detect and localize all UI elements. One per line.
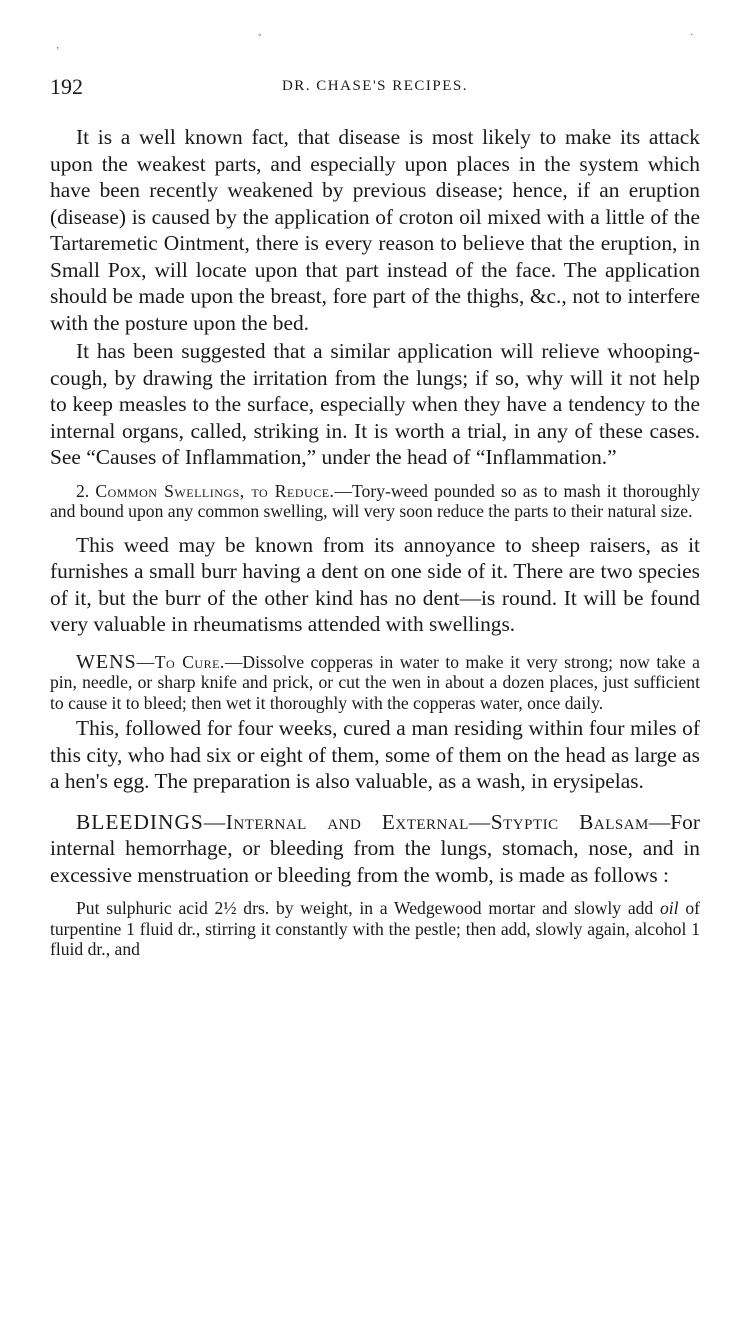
- paragraph-disease-eruption: It is a well known fact, that disease is most likely to make its attack upon the weakest parts, and especially upon places in the system which have been recently weakened by previous disease; hence, if an eruption (disease) is caused by the application of croton oil mixed with a little of the Tartaremetic Ointment, there is every reason to believe that the eruption, in Small Pox, will locate upon that part instead of the face. The application should be made upon the breast, fore part of the thighs, &c., not to interfere with the posture upon the bed.: [50, 125, 700, 335]
- print-speck-right: ·: [690, 30, 694, 41]
- page-body: [50, 124, 700, 960]
- recipe-text: —Tory-weed pounded so as to mash it thoroughly and bound upon any common swelling, will very soon reduce the parts to their natural size.: [50, 480, 700, 521]
- page-header: [50, 74, 700, 110]
- balsam-text-a: Put sulphuric acid 2½ drs. by weight, in a Wedgewood mortar and slowly add: [76, 898, 660, 918]
- print-speck-left: ’: [56, 46, 60, 57]
- recipe-heading-main: BLEEDINGS: [76, 809, 204, 834]
- recipe-wens: [50, 652, 700, 714]
- recipe-heading-sub: —Internal and External—Styptic Balsam: [203, 809, 649, 834]
- recipe-text: —For internal hemorrhage, or bleeding from the lungs, stomach, nose, and in excessive menstruation or bleeding from the womb, is made as follows :: [50, 809, 700, 887]
- paragraph-tory-weed: This weed may be known from its annoyance to sheep raisers, as it furnishes a small burr having a dent on one side of it. There are two species of it, but the burr of the other kind has no dent—is round. It will be found very valuable in rheumatisms attended with swellings.: [50, 532, 700, 636]
- running-head: DR. CHASE'S RECIPES.: [281, 78, 469, 94]
- page-number: 192: [50, 74, 83, 99]
- recipe-text: —Dissolve copperas in water to make it very strong; now take a pin, needle, or sharp knife and prick, or cut the wen in about a dozen places, just sufficient to cause it to bleed; then wet it thoroughly with the copperas water, once daily.: [50, 651, 700, 713]
- paragraph-styptic-balsam: [50, 898, 700, 960]
- print-speck-top: ◦: [258, 30, 262, 41]
- recipe-heading-main: WENS: [76, 650, 137, 673]
- recipe-number: 2.: [76, 480, 90, 501]
- recipe-common-swellings: [50, 481, 700, 522]
- recipe-heading-sub: —To Cure.: [136, 651, 225, 672]
- paragraph-wens-cure: This, followed for four weeks, cured a man residing within four miles of this city, who had six or eight of them, some of them on the head as large as a hen's egg. The preparation is also valuable, as a wash, in erysipelas.: [50, 716, 700, 793]
- balsam-text-emphasis: oil: [660, 898, 679, 918]
- recipe-bleedings: [50, 809, 700, 889]
- recipe-heading: Common Swellings, to Reduce.: [95, 480, 335, 501]
- book-page: [50, 74, 700, 960]
- balsam-text-b: of turpentine 1 fluid dr., stirring it constantly with the pestle; then add, slowly again, alcohol 1 fluid dr., and: [50, 898, 700, 959]
- paragraph-whooping-cough: It has been suggested that a similar application will relieve whooping-cough, by drawing the irritation from the lungs; if so, why will it not help to keep measles to the surface, especially when they have a tendency to the internal organs, called, striking in. It is worth a trial, in any of these cases. See “Causes of Inflammation,” under the head of “Inflammation.”: [50, 339, 700, 469]
